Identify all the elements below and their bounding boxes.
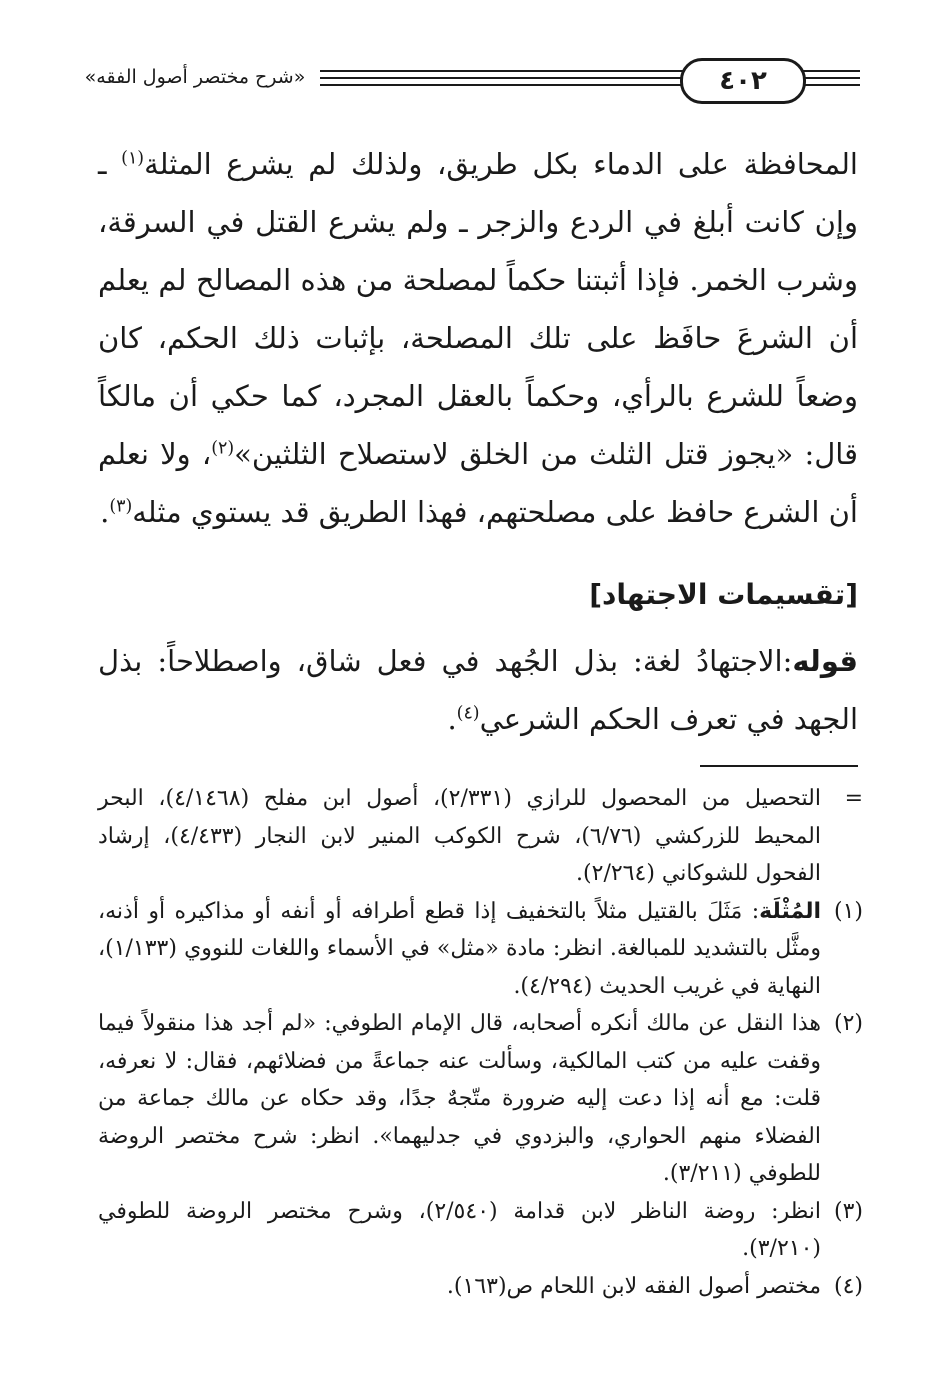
footnote-mark: (٣) (833, 1198, 863, 1224)
body-paragraph: المحافظة على الدماء بكل طريق، ولذلك لم يشرع المثلة$^{(١)}$ ـ وإن كانت أبلغ في الردع والزجر ـ ولم يشرع القتل في السرقة، وشرب الخمر. فإذا أثبتنا حكماً لمصلحة من هذه المصالح لم يعلم أن الشرعَ حافَظ على تلك المصلحة، بإثبات ذلك الحكم، كان وضعاً للشرع بالرأي، وحكماً بالعقل المجرد، كما حكي أن مالكاً قال: «يجوز قتل الثلث من الخلق لاستصلاح الثلثين»$^{(٢)}$، ولا نعلم أن الشرع حافظ على مصلحتهم، فهذا الطريق قد يستوي مثله$^{(٣)}$. (98, 147, 858, 529)
footnote-mark: (٤) (833, 1273, 863, 1299)
footnote-item (98, 893, 863, 1006)
footnote-mark: (٢) (833, 1011, 863, 1036)
footnote-item (98, 780, 863, 893)
footnote-mark: (١) (833, 898, 863, 924)
page-number: ٤٠٢ (680, 58, 806, 104)
footnote-ref: (٣) (109, 496, 133, 517)
footnote-text: هذا النقل عن مالك أنكره أصحابه، قال الإمام الطوفي: «لم أجد هذا منقولاً فيما وقفت عليه من كتب المالكية، وسألت عنه جماعةً من فضلائهم، فقال: لا نعرفه، قلت: مع أنه إذا دعت إليه ضرورة متّجهٌ جدًا، وقد حكاه عن مالك جماعة من الفضلاء منهم الحواري، والبزدوي في جدليهما». انظر: شرح مختصر الروضة للطوفي (٣/٢١١). (98, 1011, 821, 1186)
footnote-ref: (١) (121, 148, 145, 169)
footnote-item (98, 1193, 863, 1268)
section-heading: [تقسيمات الاجتهاد] (589, 578, 858, 611)
footnote-mark: = (844, 786, 863, 811)
footnote-text: التحصيل من المحصول للرازي (٢/٣٣١)، أصول ابن مفلح (٤/١٤٦٨)، البحر المحيط للزركشي (٦/٧٦)، شرح الكوكب المنير لابن النجار (٤/٤٣٣)، إرشاد الفحول للشوكاني (٢/٢٦٤). (98, 786, 821, 886)
footnote-text: المُثْلَة: مَثَلَ بالقتيل مثلاً بالتخفيف إذا قطع أطرافه أو أنفه أو مذاكيره أو أذنه، ومثَّل بالتشديد للمبالغة. انظر: مادة «مثل» في الأسماء واللغات للنووي (١/١٣٣)، النهاية في غريب الحديث (٤/٢٩٤). (98, 898, 821, 999)
footnotes (98, 780, 863, 1305)
running-title: «شرح مختصر أصول الفقه» (84, 66, 306, 88)
def-lead: قوله (792, 644, 858, 678)
footnote-ref: (٤) (456, 703, 480, 724)
footnote-separator (700, 765, 858, 767)
footnote-ref: (٢) (211, 438, 235, 459)
footnote-text: مختصر أصول الفقه لابن اللحام ص(١٦٣). (446, 1273, 821, 1299)
footnote-text: انظر: روضة الناظر لابن قدامة (٢/٥٤٠)، وشرح مختصر الروضة للطوفي (٣/٢١٠). (98, 1198, 821, 1261)
definition-paragraph: قوله:الاجتهادُ لغة: بذل الجُهد في فعل شاق، واصطلاحاً: بذل الجهد في تعرف الحكم الشرعي$^{(٤)}$. (98, 644, 858, 736)
page-header (80, 52, 860, 104)
footnote-item (98, 1268, 863, 1306)
footnote-item (98, 1005, 863, 1193)
